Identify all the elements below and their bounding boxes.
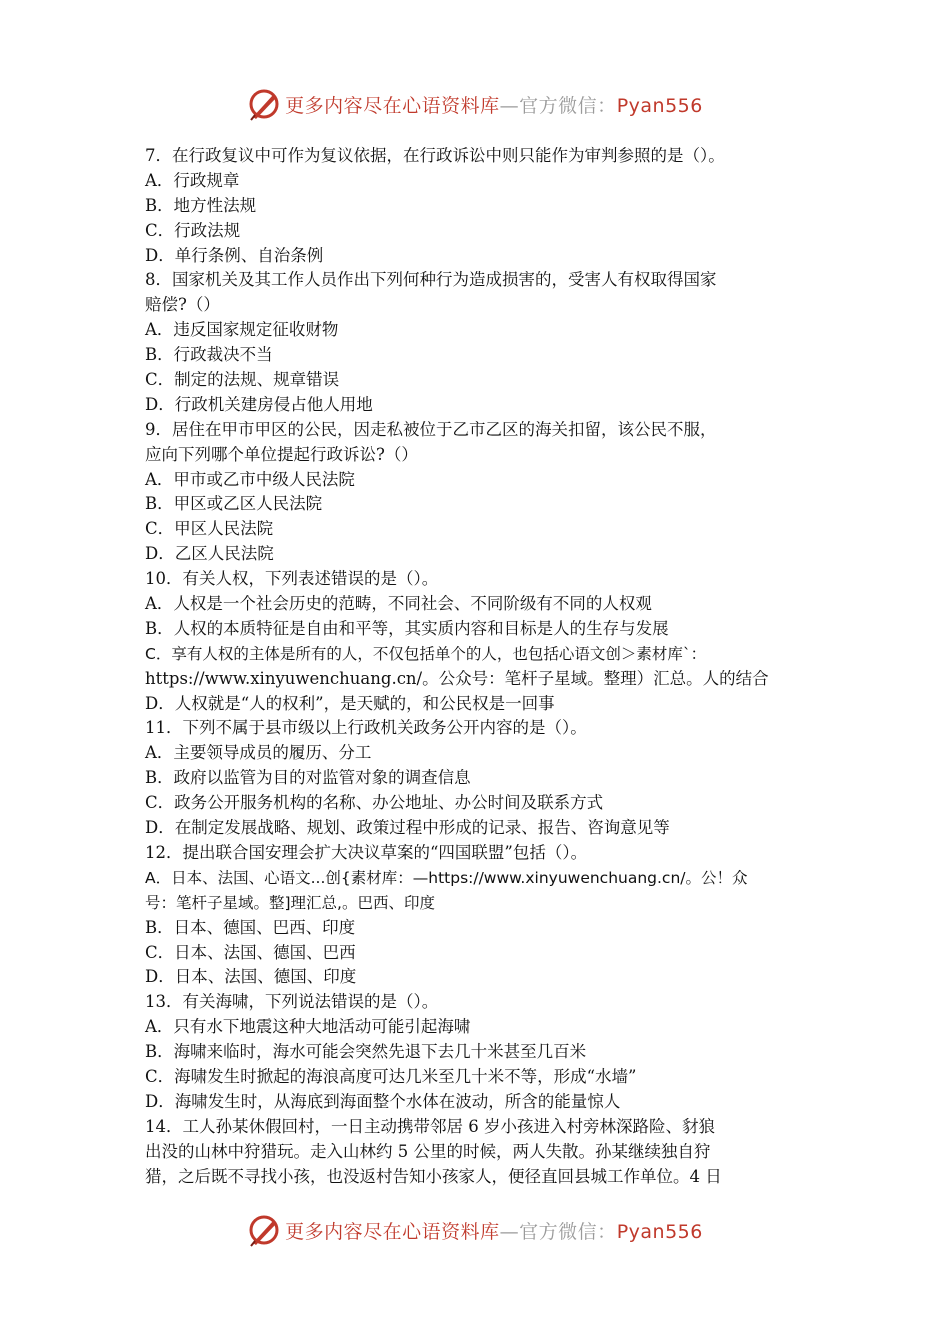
text-line: 11．下列不属于县市级以上行政机关政务公开内容的是（）。	[145, 718, 587, 738]
wechat-id: Pyan556	[616, 1220, 703, 1243]
text-line: C．政务公开服务机构的名称、办公地址、办公时间及联系方式	[145, 793, 604, 813]
wechat-label: 官方微信：	[519, 94, 617, 117]
header-watermark	[0, 84, 950, 124]
pen-logo-icon	[247, 1213, 281, 1247]
text-line: 7．在行政复议中可作为复议依据，在行政诉讼中则只能作为审判参照的是（）。	[145, 146, 725, 165]
pen-logo-icon	[247, 87, 281, 121]
text-line: A．只有水下地震这种大地活动可能引起海啸	[145, 1017, 471, 1037]
text-line: C．享有人权的主体是所有的人，不仅包括单个的人，也包括心语文创＞素材库`：	[145, 644, 707, 663]
text-line: C．日本、法国、德国、巴西	[145, 942, 356, 962]
text-line: B．海啸来临时，海水可能会突然先退下去几十米甚至几百米	[145, 1042, 587, 1062]
watermark-label: 更多内容尽在心语资料库	[285, 94, 500, 117]
text-line: A．人权是一个社会历史的范畴，不同社会、不同阶级有不同的人权观	[145, 594, 652, 614]
footer-watermark	[0, 1210, 950, 1250]
text-line: 12．提出联合国安理会扩大决议草案的“四国联盟”包括（）。	[145, 842, 588, 862]
text-line: 14．工人孙某休假回村，一日主动携带邻居 6 岁小孩进入村旁林深路险、豺狼	[145, 1116, 715, 1136]
text-line: D．乙区人民法院	[145, 544, 274, 564]
text-line: https://www.xinyuwenchuang.cn/。公众号：笔杆子星域。整理）汇总。人的结合	[145, 668, 769, 688]
text-line: C．行政法规	[145, 220, 241, 240]
text-line: B．行政裁决不当	[145, 345, 273, 365]
text-line: B．甲区或乙区人民法院	[145, 494, 323, 514]
text-line: 9．居住在甲市甲区的公民，因走私被位于乙市乙区的海关扣留，该公民不服，	[145, 419, 717, 439]
text-line: B．政府以监管为目的对监管对象的调查信息	[145, 768, 471, 788]
document-body	[145, 144, 815, 1189]
text-line: B．地方性法规	[145, 195, 257, 215]
text-line: A．日本、法国、心语文...创{素材库：—https://www.xinyuwenchuang.cn/。公！众	[145, 868, 748, 887]
text-line: B．日本、德国、巴西、印度	[145, 917, 356, 937]
text-line: D．人权就是“人的权利”，是天赋的，和公民权是一回事	[145, 693, 555, 713]
text-line: D．单行条例、自治条例	[145, 245, 324, 265]
text-line: A．主要领导成员的履历、分工	[145, 743, 372, 763]
text-line: 应向下列哪个单位提起行政诉讼?（）	[145, 444, 418, 464]
text-line: D．海啸发生时，从海底到海面整个水体在波动，所含的能量惊人	[145, 1091, 621, 1111]
wechat-label: 官方微信：	[519, 1220, 617, 1243]
text-line: 号：笔杆子星域。整]理汇总,。巴西、印度	[145, 893, 435, 912]
wechat-id: Pyan556	[616, 94, 703, 117]
text-line: 13．有关海啸，下列说法错误的是（）。	[145, 992, 439, 1012]
text-line: C．甲区人民法院	[145, 519, 274, 539]
text-line: A．行政规章	[145, 170, 240, 190]
watermark-dash: —	[499, 1220, 520, 1243]
text-line: B．人权的本质特征是自由和平等，其实质内容和目标是人的生存与发展	[145, 618, 669, 638]
text-line: 8．国家机关及其工作人员作出下列何种行为造成损害的，受害人有权取得国家	[145, 270, 717, 290]
watermark-dash: —	[499, 94, 520, 117]
text-line: C．海啸发生时掀起的海浪高度可达几米至几十米不等，形成“水墙”	[145, 1066, 637, 1086]
text-line: 猎，之后既不寻找小孩，也没返村告知小孩家人，便径直回县城工作单位。4 日	[145, 1166, 722, 1186]
text-line: 10．有关人权，下列表述错误的是（）。	[145, 569, 439, 589]
watermark-label: 更多内容尽在心语资料库	[285, 1220, 500, 1243]
text-line: 赔偿?（）	[145, 295, 220, 315]
text-line: D．行政机关建房侵占他人用地	[145, 394, 373, 414]
text-line: 出没的山林中狩猎玩。走入山林约 5 公里的时候，两人失散。孙某继续独自狩	[145, 1141, 711, 1161]
text-line: D．在制定发展战略、规划、政策过程中形成的记录、报告、咨询意见等	[145, 818, 670, 838]
text-line: D．日本、法国、德国、印度	[145, 967, 357, 987]
text-line: C．制定的法规、规章错误	[145, 370, 340, 390]
text-line: A．甲市或乙市中级人民法院	[145, 469, 355, 489]
text-line: A．违反国家规定征收财物	[145, 320, 339, 340]
